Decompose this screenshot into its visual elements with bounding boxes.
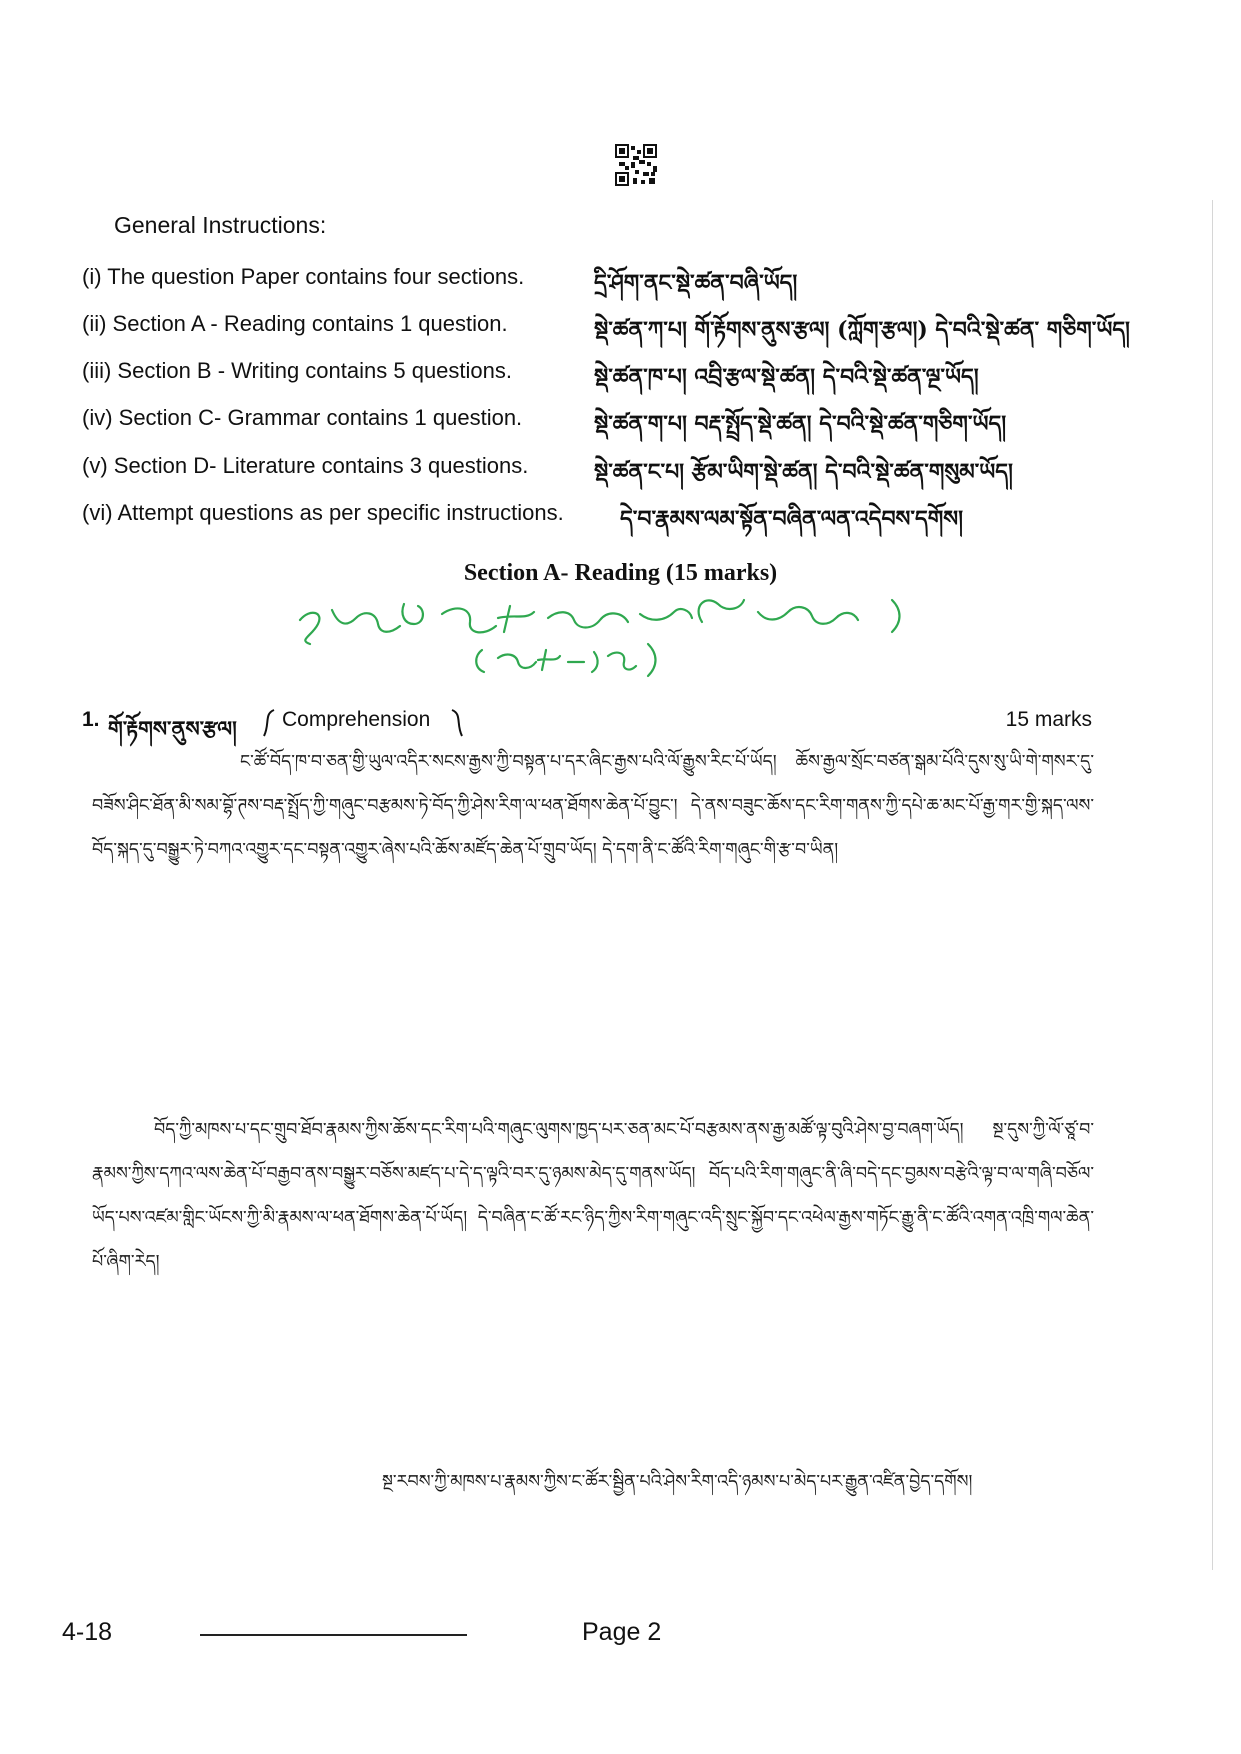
passage-paragraph: ང་ཚོ་བོད་ཁ་བ་ཅན་གྱི་ཡུལ་འདིར་སངས་རྒྱས་ཀྱི་བསྟན་པ་དར་ཞིང་རྒྱས་པའི་ལོ་རྒྱུས་རིང་པོ་ཡོད། ཆོས་རྒྱལ་སྲོང་བཙན་སྒམ་པོའི་དུས་སུ་ཡི་གེ་གསར་དུ་བཟོས་ཤིང་ཐོན་མི་སམ་བྷོ་ཊས་བརྡ་སྤྲོད་ཀྱི་གཞུང་བརྩམས་ཏེ་བོད་ཀྱི་ཤེས་རིག་ལ་ཕན་ཐོགས་ཆེན་པོ་བྱུང་། དེ་ནས་བཟུང་ཆོས་དང་རིག་གནས་ཀྱི་དཔེ་ཆ་མང་པོ་རྒྱ་གར་གྱི་སྐད་ལས་བོད་སྐད་དུ་བསྒྱུར་ཏེ་བཀའ་འགྱུར་དང་བསྟན་འགྱུར་ཞེས་པའི་ཆོས་མཛོད་ཆེན་པོ་གྲུབ་ཡོད། དེ་དག་ནི་ང་ཚོའི་རིག་གཞུང་གི་རྩ་བ་ཡིན།	[92, 752, 1094, 860]
passage-paragraph: སྔ་རབས་ཀྱི་མཁས་པ་རྣམས་ཀྱིས་ང་ཚོར་སྦྱིན་པའི་ཤེས་རིག་འདི་ཉམས་པ་མེད་པར་རྒྱུན་འཛིན་བྱེད་དགོས།	[382, 1472, 973, 1492]
question-title-tibetan: གོ་རྟོགས་ནུས་རྩལ།	[108, 716, 237, 741]
question-1-header	[82, 706, 1092, 740]
footer-rule	[200, 1634, 467, 1636]
handwritten-bracket-left-icon	[260, 708, 278, 738]
paper-code: 4-18	[62, 1618, 113, 1646]
instruction-english: (v) Section D- Literature contains 3 questions.	[82, 453, 529, 478]
instruction-tibetan: སྡེ་ཚན་ང་པ། རྩོམ་ཡིག་སྡེ་ཚན། དེ་བའི་སྡེ་ཚན་གསུམ་ཡོད།	[594, 459, 1013, 485]
instruction-row	[82, 350, 1207, 390]
instruction-tibetan: སྡེ་ཚན་ག་པ། བརྡ་སྤྲོད་སྡེ་ཚན། དེ་བའི་སྡེ་ཚན་གཅིག་ཡོད།	[594, 411, 1007, 437]
instruction-tibetan: དྲི་ཤོག་ནང་སྡེ་ཚན་བཞི་ཡོད།	[594, 270, 798, 296]
question-marks: 15 marks	[1005, 708, 1092, 731]
instruction-english: (iii) Section B - Writing contains 5 questions.	[82, 358, 512, 383]
qr-code-icon	[615, 144, 657, 186]
instruction-tibetan: དེ་བ་རྣམས་ལམ་སྟོན་བཞིན་ལན་འདེབས་དགོས།	[620, 506, 963, 532]
handwritten-bracket-right-icon	[448, 708, 466, 738]
instruction-english: (i) The question Paper contains four sections.	[82, 264, 525, 289]
page-edge-line	[1212, 200, 1213, 1570]
instruction-english: (vi) Attempt questions as per specific instructions.	[82, 500, 564, 525]
instruction-row	[82, 492, 1207, 532]
instruction-row	[82, 397, 1207, 437]
instruction-row	[82, 256, 1207, 296]
question-title-english: Comprehension	[282, 708, 431, 731]
instruction-english: (ii) Section A - Reading contains 1 question.	[82, 311, 508, 336]
section-a-heading: Section A- Reading (15 marks)	[463, 560, 778, 586]
instruction-tibetan: སྡེ་ཚན་ཀ་པ། གོ་རྟོགས་ནུས་རྩལ། (ཀློག་རྩལ།) དེ་བའི་སྡེ་ཚན་ གཅིག་ཡོད།	[594, 317, 1130, 343]
page-number: Page 2	[582, 1618, 662, 1646]
passage-paragraph: བོད་ཀྱི་མཁས་པ་དང་གྲུབ་ཐོབ་རྣམས་ཀྱིས་ཆོས་དང་རིག་པའི་གཞུང་ལུགས་ཁྱད་པར་ཅན་མང་པོ་བརྩམས་ནས་རྒྱ་མཚོ་ལྟ་བུའི་ཤེས་བྱ་བཞག་ཡོད། སྔ་དུས་ཀྱི་ལོ་ཙཱ་བ་རྣམས་ཀྱིས་དཀའ་ལས་ཆེན་པོ་བརྒྱབ་ནས་བསྒྱུར་བཅོས་མཛད་པ་དེ་ད་ལྟའི་བར་དུ་ཉམས་མེད་དུ་གནས་ཡོད། བོད་པའི་རིག་གཞུང་ནི་ཞི་བདེ་དང་བྱམས་བརྩེའི་ལྟ་བ་ལ་གཞི་བཅོལ་ཡོད་པས་འཛམ་གླིང་ཡོངས་ཀྱི་མི་རྣམས་ལ་ཕན་ཐོགས་ཆེན་པོ་ཡོད། དེ་བཞིན་ང་ཚོ་རང་ཉིད་ཀྱིས་རིག་གཞུང་འདི་སྲུང་སྐྱོབ་དང་འཕེལ་རྒྱས་གཏོང་རྒྱུ་ནི་ང་ཚོའི་འགན་འཁྲི་གལ་ཆེན་པོ་ཞིག་རེད།	[92, 1120, 1094, 1272]
handwritten-annotation	[292, 592, 912, 680]
instruction-english: (iv) Section C- Grammar contains 1 question.	[82, 405, 523, 430]
question-number: 1.	[82, 708, 100, 731]
instruction-row	[82, 303, 1207, 343]
general-instructions-title: General Instructions:	[114, 212, 327, 238]
instruction-row	[82, 445, 1207, 485]
instruction-tibetan: སྡེ་ཚན་ཁ་པ། འབྲི་རྩལ་སྡེ་ཚན། དེ་བའི་སྡེ་ཚན་ལྔ་ཡོད།	[594, 364, 979, 390]
